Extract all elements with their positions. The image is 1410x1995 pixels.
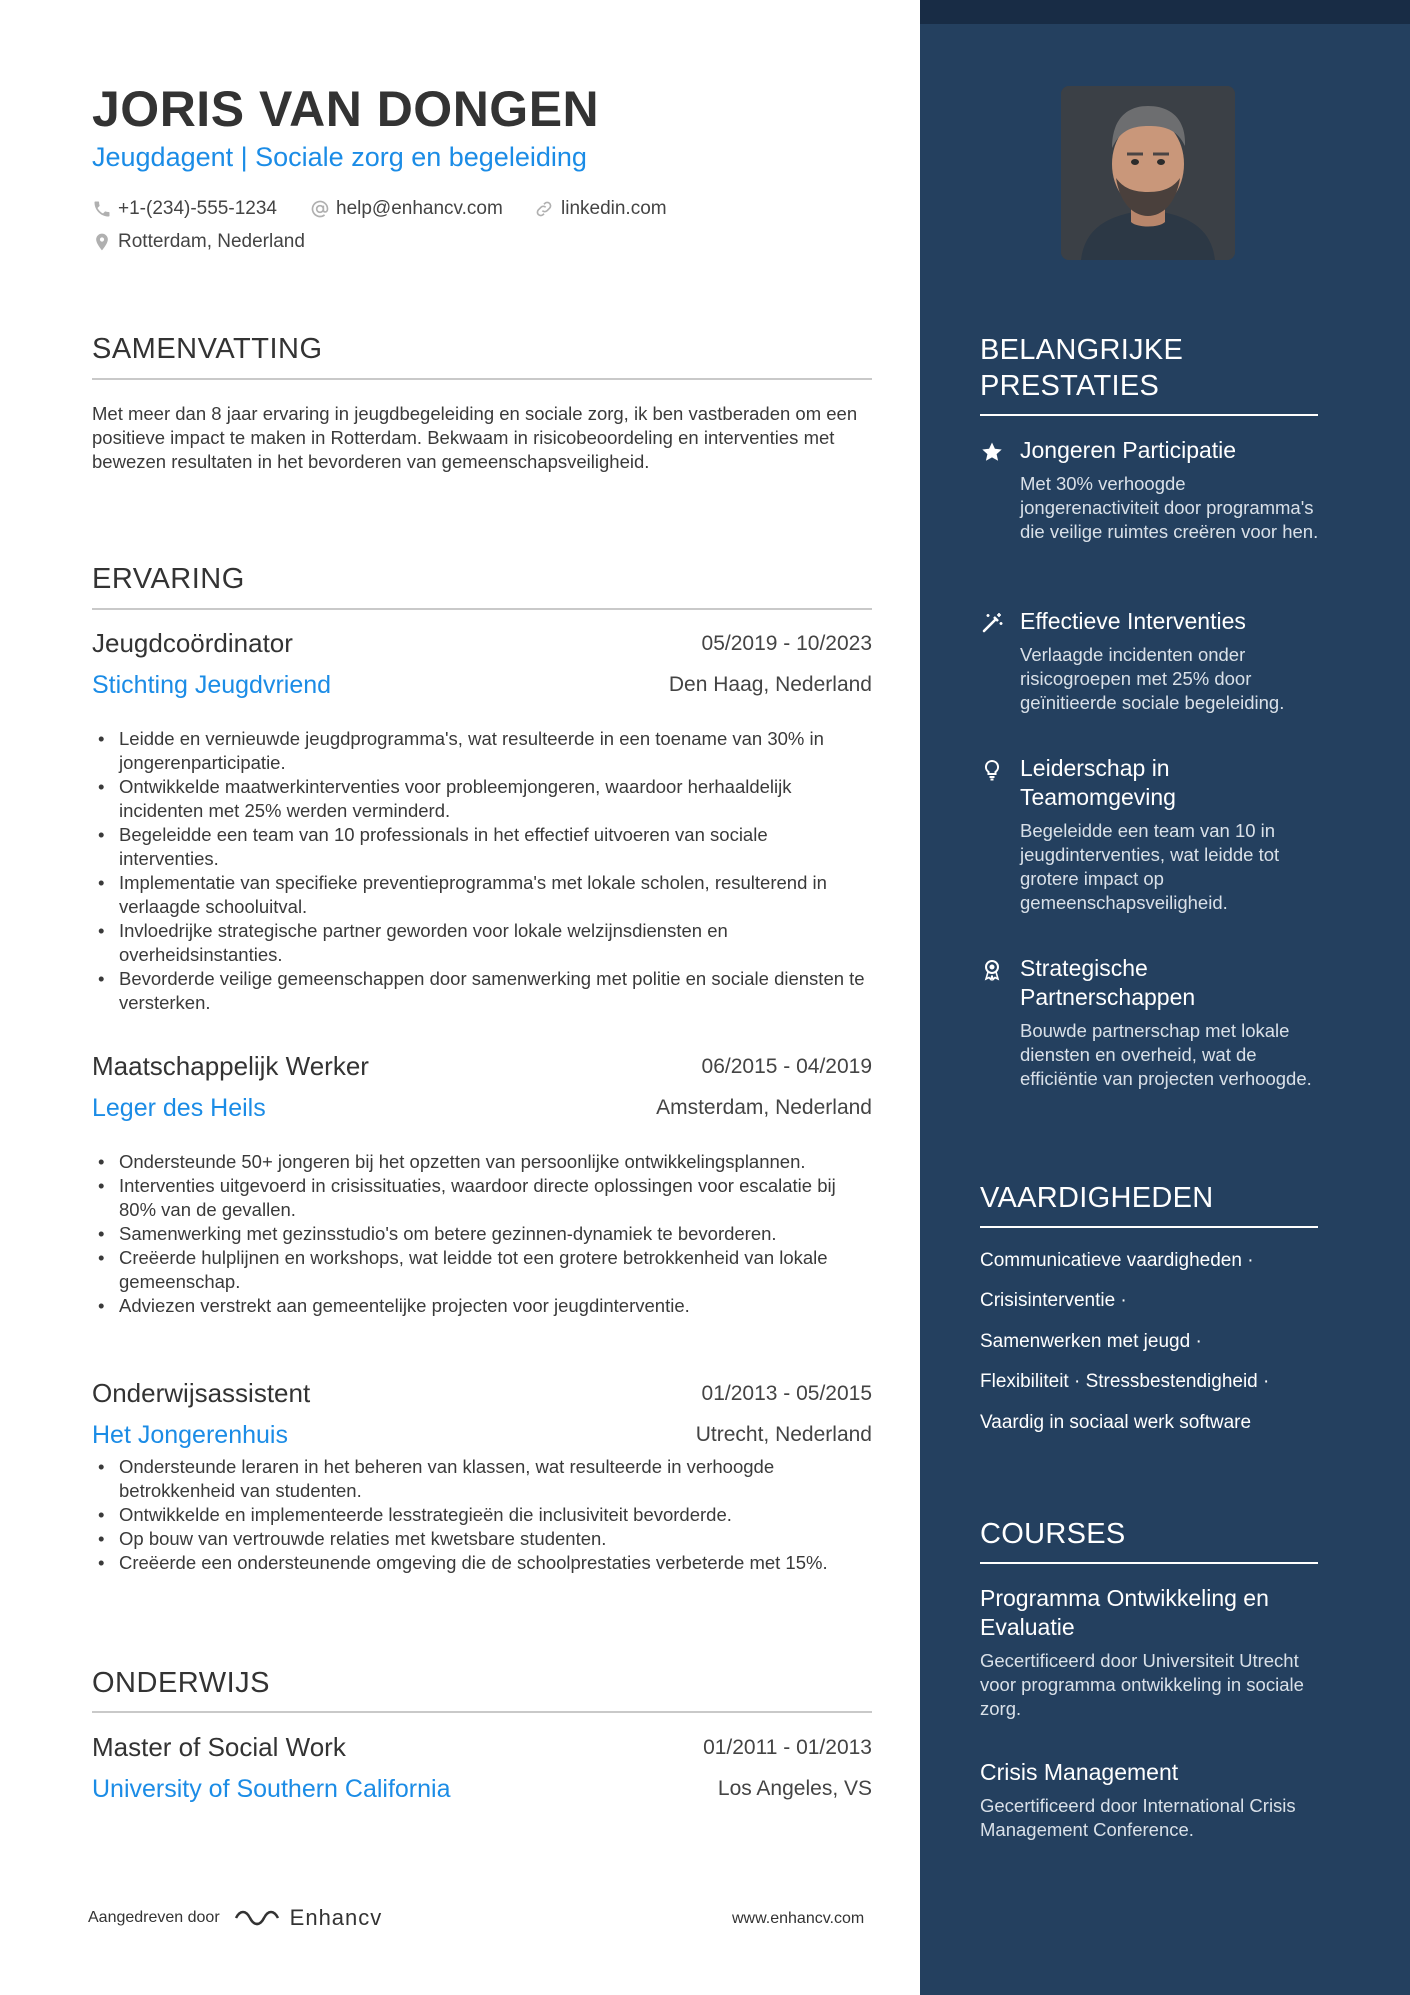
bullet: • Ontwikkelde en implementeerde lesstrategieën die inclusiviteit bevorderde. bbox=[92, 1503, 872, 1527]
lightbulb-icon bbox=[980, 758, 1004, 782]
contact-location bbox=[92, 231, 305, 253]
course-text: Gecertificeerd door International Crisis Management Conference. bbox=[980, 1795, 1296, 1840]
bullet: • Ontwikkelde maatwerkinterventies voor probleemjongeren, waardoor herhaaldelijk incidenten met 25% werden verminderd. bbox=[92, 775, 872, 823]
bullet: • Ondersteunde leraren in het beheren van klassen, wat resulteerde in verhoogde betrokkenheid van studenten. bbox=[92, 1455, 872, 1503]
achievement-title: Jongeren Participatie bbox=[1020, 437, 1237, 463]
link-icon bbox=[533, 199, 555, 219]
bullet: • Adviezen verstrekt aan gemeentelijke projecten voor jeugdinterventie. bbox=[92, 1294, 872, 1318]
achievement-title: Strategische Partnerschappen bbox=[1020, 955, 1196, 1010]
education-degree: Master of Social Work bbox=[92, 1732, 346, 1762]
education-school: University of Southern California bbox=[92, 1775, 451, 1803]
achievement-item bbox=[980, 954, 1320, 1124]
job-location: Den Haag, Nederland bbox=[668, 673, 872, 696]
contact-email[interactable] bbox=[310, 198, 503, 220]
education-divider bbox=[92, 1711, 872, 1713]
achievement-text: Verlaagde incidenten onder risicogroepen met 25% door geïnitieerde sociale begeleiding. bbox=[1020, 644, 1285, 713]
bullet: • Bevorderde veilige gemeenschappen door samenwerking met politie en sociale diensten te versterken. bbox=[92, 967, 872, 1015]
job-dates: 01/2013 - 05/2015 bbox=[701, 1382, 872, 1405]
achievement-item bbox=[980, 754, 1320, 924]
bullet: • Ondersteunde 50+ jongeren bij het opzetten van persoonlijke ontwikkelingsplannen. bbox=[92, 1150, 872, 1174]
sidebar-top-bar bbox=[920, 0, 1410, 24]
phone-icon bbox=[92, 199, 112, 219]
bullet: • Interventies uitgevoerd in crisissituaties, waardoor directe oplossingen voor escalatie bij 80% van de gevallen. bbox=[92, 1174, 872, 1222]
achievement-text: Begeleidde een team van 10 in jeugdinterventies, wat leidde tot grotere impact op gemeenschapsveiligheid. bbox=[1020, 820, 1280, 913]
skill-line: Samenwerken met jeugd · bbox=[980, 1331, 1202, 1352]
job-location: Utrecht, Nederland bbox=[695, 1423, 872, 1446]
skill-line: Flexibiliteit · Stressbestendigheid · bbox=[980, 1371, 1270, 1392]
job-organization: Leger des Heils bbox=[92, 1094, 266, 1122]
summary-text: Met meer dan 8 jaar ervaring in jeugdbegeleiding en sociale zorg, ik ben vastberaden om een positieve impact te maken in Rotterdam. Bekwaam in risicobeoordeling en interventies met bewezen resultaten in het bevorderen van gemeenschapsveiligheid. bbox=[92, 403, 858, 472]
contact-linkedin[interactable] bbox=[533, 198, 667, 220]
skill-line: Crisisinterventie · bbox=[980, 1290, 1127, 1311]
job-role: Maatschappelijk Werker bbox=[92, 1051, 369, 1081]
linkedin-text: linkedin.com bbox=[561, 198, 667, 219]
experience-heading: ERVARING bbox=[92, 563, 245, 595]
experience-divider bbox=[92, 608, 872, 610]
courses-divider bbox=[980, 1562, 1318, 1564]
bullet: • Leidde en vernieuwde jeugdprogramma's, wat resulteerde in een toename van 30% in jongerenparticipatie. bbox=[92, 727, 872, 775]
bullet: • Implementatie van specifieke preventieprogramma's met lokale scholen, resulterend in verlaagde schooluitval. bbox=[92, 871, 872, 919]
achievement-item bbox=[980, 436, 1320, 576]
achievements-heading: BELANGRIJKE PRESTATIES bbox=[980, 334, 1184, 402]
job-bullets bbox=[92, 727, 872, 1015]
avatar bbox=[1061, 86, 1235, 260]
courses-heading: COURSES bbox=[980, 1518, 1126, 1550]
footer-branding[interactable] bbox=[88, 1905, 382, 1931]
brand-name: Enhancv bbox=[289, 1905, 383, 1930]
bullet: • Begeleidde een team van 10 professionals in het effectief uitvoeren van sociale interventies. bbox=[92, 823, 872, 871]
job-dates: 05/2019 - 10/2023 bbox=[701, 632, 872, 655]
education-dates: 01/2011 - 01/2013 bbox=[703, 1736, 872, 1759]
job-organization: Stichting Jeugdvriend bbox=[92, 671, 332, 699]
at-icon bbox=[310, 199, 330, 219]
achievement-text: Bouwde partnerschap met lokale diensten en overheid, wat de efficiëntie van projecten verhoogde. bbox=[1020, 1020, 1312, 1089]
powered-by-text: Aangedreven door bbox=[88, 1909, 220, 1926]
bullet: • Op bouw van vertrouwde relaties met kwetsbare studenten. bbox=[92, 1527, 872, 1551]
job-role: Jeugdcoördinator bbox=[92, 628, 293, 658]
summary-divider bbox=[92, 378, 872, 380]
location-pin-icon bbox=[92, 232, 112, 252]
phone-text: +1-(234)-555-1234 bbox=[118, 198, 277, 219]
enhancv-logo-icon bbox=[232, 1905, 282, 1931]
job-role: Onderwijsassistent bbox=[92, 1378, 311, 1408]
achievement-text: Met 30% verhoogde jongerenactiviteit door programma's die veilige ruimtes creëren voor hen. bbox=[1020, 473, 1319, 542]
achievements-divider bbox=[980, 414, 1318, 416]
course-title: Crisis Management bbox=[980, 1759, 1179, 1785]
job-bullets bbox=[92, 1150, 872, 1318]
skill-line: Communicatieve vaardigheden · bbox=[980, 1250, 1254, 1271]
job-organization: Het Jongerenhuis bbox=[92, 1421, 288, 1449]
contact-phone[interactable] bbox=[92, 198, 277, 220]
location-text: Rotterdam, Nederland bbox=[118, 231, 305, 252]
course-text: Gecertificeerd door Universiteit Utrecht voor programma ontwikkeling in sociale zorg. bbox=[980, 1650, 1304, 1719]
wand-icon bbox=[980, 611, 1004, 635]
achievement-title: Leiderschap in Teamomgeving bbox=[1020, 755, 1176, 810]
candidate-name: JORIS VAN DONGEN bbox=[92, 81, 600, 137]
email-text: help@enhancv.com bbox=[336, 198, 503, 219]
bullet: • Creëerde een ondersteunende omgeving die de schoolprestaties verbeterde met 15%. bbox=[92, 1551, 872, 1575]
footer-url[interactable]: www.enhancv.com bbox=[732, 1910, 865, 1927]
course-title: Programma Ontwikkeling en Evaluatie bbox=[980, 1585, 1269, 1640]
profile-photo bbox=[1061, 86, 1235, 260]
skill-line: Vaardig in sociaal werk software bbox=[980, 1412, 1252, 1433]
job-dates: 06/2015 - 04/2019 bbox=[701, 1055, 872, 1078]
award-icon bbox=[980, 958, 1004, 982]
bullet: • Creëerde hulplijnen en workshops, wat leidde tot een grotere betrokkenheid van lokale gemeenschap. bbox=[92, 1246, 872, 1294]
job-bullets bbox=[92, 1455, 872, 1575]
job-location: Amsterdam, Nederland bbox=[656, 1096, 872, 1119]
education-location: Los Angeles, VS bbox=[717, 1777, 872, 1800]
skills-divider bbox=[980, 1226, 1318, 1228]
achievement-title: Effectieve Interventies bbox=[1020, 608, 1246, 634]
candidate-title: Jeugdagent | Sociale zorg en begeleiding bbox=[92, 142, 587, 172]
education-heading: ONDERWIJS bbox=[92, 1667, 270, 1699]
star-icon bbox=[980, 440, 1004, 464]
bullet: • Samenwerking met gezinsstudio's om betere gezinnen-dynamiek te bevorderen. bbox=[92, 1222, 872, 1246]
summary-heading: SAMENVATTING bbox=[92, 333, 323, 365]
achievement-item bbox=[980, 607, 1320, 727]
bullet: • Invloedrijke strategische partner geworden voor lokale welzijnsdiensten en overheidsinstanties. bbox=[92, 919, 872, 967]
skills-heading: VAARDIGHEDEN bbox=[980, 1182, 1214, 1214]
